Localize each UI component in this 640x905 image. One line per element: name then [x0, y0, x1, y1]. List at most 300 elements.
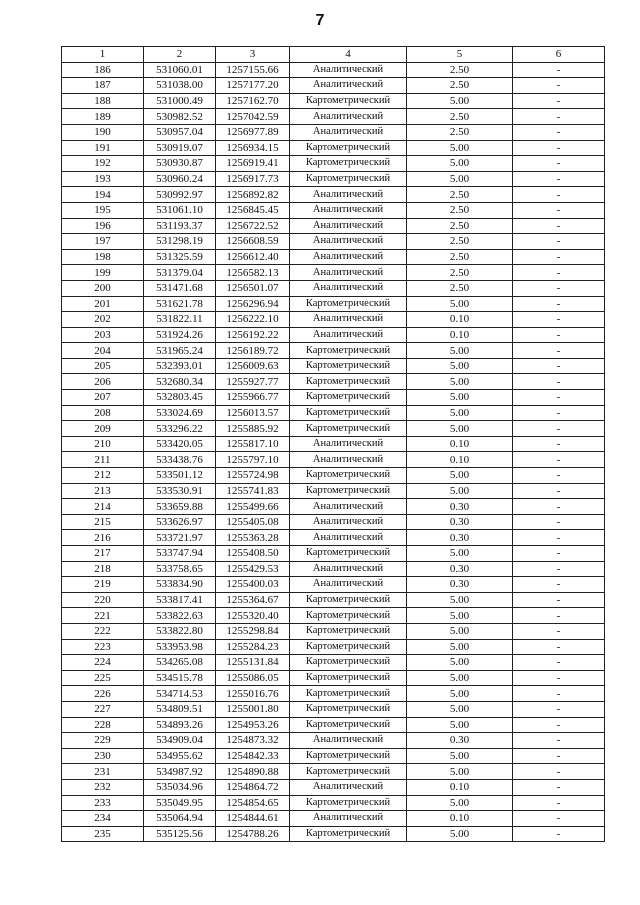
accuracy-cell: 5.00	[407, 764, 513, 780]
note-cell: -	[513, 234, 605, 250]
table-row	[62, 327, 605, 343]
point-number-cell: 206	[62, 374, 144, 390]
point-number-cell: 216	[62, 530, 144, 546]
note-cell: -	[513, 265, 605, 281]
note-cell: -	[513, 280, 605, 296]
note-cell: -	[513, 296, 605, 312]
x-coordinate-cell: 534893.26	[144, 717, 216, 733]
point-number-cell: 204	[62, 343, 144, 359]
method-cell: Картометрический	[290, 390, 407, 406]
point-number-cell: 202	[62, 312, 144, 328]
note-cell: -	[513, 608, 605, 624]
accuracy-cell: 5.00	[407, 390, 513, 406]
note-cell: -	[513, 140, 605, 156]
method-cell: Аналитический	[290, 530, 407, 546]
point-number-cell: 230	[62, 748, 144, 764]
note-cell: -	[513, 795, 605, 811]
accuracy-cell: 5.00	[407, 405, 513, 421]
y-coordinate-cell: 1255927.77	[216, 374, 290, 390]
point-number-cell: 221	[62, 608, 144, 624]
table-row	[62, 577, 605, 593]
point-number-cell: 186	[62, 62, 144, 78]
note-cell: -	[513, 202, 605, 218]
note-cell: -	[513, 358, 605, 374]
table-row	[62, 249, 605, 265]
table-row	[62, 748, 605, 764]
table-row	[62, 421, 605, 437]
point-number-cell: 192	[62, 156, 144, 172]
accuracy-cell: 5.00	[407, 608, 513, 624]
note-cell: -	[513, 514, 605, 530]
method-cell: Аналитический	[290, 779, 407, 795]
note-cell: -	[513, 62, 605, 78]
note-cell: -	[513, 343, 605, 359]
point-number-cell: 223	[62, 639, 144, 655]
point-number-cell: 194	[62, 187, 144, 203]
table-row	[62, 499, 605, 515]
y-coordinate-cell: 1256013.57	[216, 405, 290, 421]
table-row	[62, 374, 605, 390]
note-cell: -	[513, 530, 605, 546]
x-coordinate-cell: 530992.97	[144, 187, 216, 203]
note-cell: -	[513, 592, 605, 608]
note-cell: -	[513, 561, 605, 577]
x-coordinate-cell: 531038.00	[144, 78, 216, 94]
table-row	[62, 93, 605, 109]
note-cell: -	[513, 639, 605, 655]
table-row	[62, 561, 605, 577]
x-coordinate-cell: 534809.51	[144, 701, 216, 717]
table-row	[62, 639, 605, 655]
y-coordinate-cell: 1255298.84	[216, 623, 290, 639]
point-number-cell: 198	[62, 249, 144, 265]
note-cell: -	[513, 249, 605, 265]
table-row	[62, 623, 605, 639]
point-number-cell: 227	[62, 701, 144, 717]
x-coordinate-cell: 534987.92	[144, 764, 216, 780]
method-cell: Аналитический	[290, 109, 407, 125]
coordinates-table	[61, 46, 605, 842]
y-coordinate-cell: 1255405.08	[216, 514, 290, 530]
table-row	[62, 187, 605, 203]
method-cell: Картометрический	[290, 546, 407, 562]
y-coordinate-cell: 1255086.05	[216, 670, 290, 686]
point-number-cell: 226	[62, 686, 144, 702]
accuracy-cell: 0.10	[407, 327, 513, 343]
y-coordinate-cell: 1255966.77	[216, 390, 290, 406]
method-cell: Аналитический	[290, 265, 407, 281]
method-cell: Аналитический	[290, 514, 407, 530]
note-cell: -	[513, 764, 605, 780]
y-coordinate-cell: 1257155.66	[216, 62, 290, 78]
x-coordinate-cell: 534955.62	[144, 748, 216, 764]
method-cell: Картометрический	[290, 358, 407, 374]
table-row	[62, 436, 605, 452]
x-coordinate-cell: 533438.76	[144, 452, 216, 468]
method-cell: Аналитический	[290, 124, 407, 140]
point-number-cell: 222	[62, 623, 144, 639]
x-coordinate-cell: 533530.91	[144, 483, 216, 499]
y-coordinate-cell: 1256222.10	[216, 312, 290, 328]
accuracy-cell: 5.00	[407, 639, 513, 655]
point-number-cell: 220	[62, 592, 144, 608]
method-cell: Картометрический	[290, 717, 407, 733]
x-coordinate-cell: 533721.97	[144, 530, 216, 546]
point-number-cell: 208	[62, 405, 144, 421]
note-cell: -	[513, 577, 605, 593]
method-cell: Картометрический	[290, 608, 407, 624]
note-cell: -	[513, 93, 605, 109]
accuracy-cell: 0.30	[407, 577, 513, 593]
note-cell: -	[513, 109, 605, 125]
y-coordinate-cell: 1255400.03	[216, 577, 290, 593]
table-row	[62, 296, 605, 312]
method-cell: Картометрический	[290, 686, 407, 702]
point-number-cell: 207	[62, 390, 144, 406]
accuracy-cell: 2.50	[407, 78, 513, 94]
y-coordinate-cell: 1254844.61	[216, 811, 290, 827]
y-coordinate-cell: 1254873.32	[216, 733, 290, 749]
x-coordinate-cell: 531471.68	[144, 280, 216, 296]
page-number: 7	[315, 12, 325, 29]
note-cell: -	[513, 499, 605, 515]
note-cell: -	[513, 686, 605, 702]
point-number-cell: 231	[62, 764, 144, 780]
table-row	[62, 826, 605, 842]
accuracy-cell: 5.00	[407, 546, 513, 562]
table-row	[62, 358, 605, 374]
note-cell: -	[513, 390, 605, 406]
point-number-cell: 196	[62, 218, 144, 234]
x-coordinate-cell: 531379.04	[144, 265, 216, 281]
method-cell: Картометрический	[290, 343, 407, 359]
method-cell: Картометрический	[290, 764, 407, 780]
point-number-cell: 209	[62, 421, 144, 437]
accuracy-cell: 2.50	[407, 234, 513, 250]
accuracy-cell: 0.30	[407, 561, 513, 577]
method-cell: Картометрический	[290, 639, 407, 655]
note-cell: -	[513, 779, 605, 795]
y-coordinate-cell: 1255499.66	[216, 499, 290, 515]
note-cell: -	[513, 452, 605, 468]
note-cell: -	[513, 171, 605, 187]
x-coordinate-cell: 533296.22	[144, 421, 216, 437]
y-coordinate-cell: 1256189.72	[216, 343, 290, 359]
note-cell: -	[513, 156, 605, 172]
x-coordinate-cell: 534265.08	[144, 655, 216, 671]
x-coordinate-cell: 532803.45	[144, 390, 216, 406]
table-row	[62, 452, 605, 468]
x-coordinate-cell: 531621.78	[144, 296, 216, 312]
method-cell: Аналитический	[290, 249, 407, 265]
table-row	[62, 124, 605, 140]
note-cell: -	[513, 811, 605, 827]
table-row	[62, 265, 605, 281]
method-cell: Картометрический	[290, 374, 407, 390]
y-coordinate-cell: 1256917.73	[216, 171, 290, 187]
method-cell: Картометрический	[290, 670, 407, 686]
accuracy-cell: 0.10	[407, 452, 513, 468]
method-cell: Аналитический	[290, 561, 407, 577]
point-number-cell: 213	[62, 483, 144, 499]
accuracy-cell: 0.10	[407, 312, 513, 328]
y-coordinate-cell: 1257042.59	[216, 109, 290, 125]
x-coordinate-cell: 531965.24	[144, 343, 216, 359]
y-coordinate-cell: 1254854.65	[216, 795, 290, 811]
method-cell: Аналитический	[290, 218, 407, 234]
point-number-cell: 203	[62, 327, 144, 343]
table-row	[62, 62, 605, 78]
table-row	[62, 717, 605, 733]
table-row	[62, 390, 605, 406]
x-coordinate-cell: 532393.01	[144, 358, 216, 374]
x-coordinate-cell: 533659.88	[144, 499, 216, 515]
method-cell: Картометрический	[290, 405, 407, 421]
accuracy-cell: 2.50	[407, 109, 513, 125]
y-coordinate-cell: 1255817.10	[216, 436, 290, 452]
accuracy-cell: 5.00	[407, 468, 513, 484]
accuracy-cell: 5.00	[407, 717, 513, 733]
y-coordinate-cell: 1255284.23	[216, 639, 290, 655]
method-cell: Аналитический	[290, 327, 407, 343]
y-coordinate-cell: 1255797.10	[216, 452, 290, 468]
accuracy-cell: 0.30	[407, 530, 513, 546]
note-cell: -	[513, 655, 605, 671]
method-cell: Картометрический	[290, 468, 407, 484]
method-cell: Картометрический	[290, 140, 407, 156]
x-coordinate-cell: 533420.05	[144, 436, 216, 452]
method-cell: Картометрический	[290, 171, 407, 187]
accuracy-cell: 5.00	[407, 421, 513, 437]
point-number-cell: 212	[62, 468, 144, 484]
point-number-cell: 189	[62, 109, 144, 125]
table-row	[62, 655, 605, 671]
point-number-cell: 205	[62, 358, 144, 374]
y-coordinate-cell: 1257177.20	[216, 78, 290, 94]
accuracy-cell: 2.50	[407, 265, 513, 281]
point-number-cell: 200	[62, 280, 144, 296]
y-coordinate-cell: 1256934.15	[216, 140, 290, 156]
accuracy-cell: 2.50	[407, 124, 513, 140]
x-coordinate-cell: 530919.07	[144, 140, 216, 156]
x-coordinate-cell: 530930.87	[144, 156, 216, 172]
table-row	[62, 795, 605, 811]
method-cell: Картометрический	[290, 156, 407, 172]
table-row	[62, 312, 605, 328]
method-cell: Картометрический	[290, 296, 407, 312]
note-cell: -	[513, 124, 605, 140]
note-cell: -	[513, 78, 605, 94]
method-cell: Аналитический	[290, 62, 407, 78]
accuracy-cell: 5.00	[407, 655, 513, 671]
y-coordinate-cell: 1254890.88	[216, 764, 290, 780]
x-coordinate-cell: 531000.49	[144, 93, 216, 109]
method-cell: Картометрический	[290, 623, 407, 639]
y-coordinate-cell: 1255741.83	[216, 483, 290, 499]
column-header-4: 4	[290, 47, 407, 63]
method-cell: Картометрический	[290, 592, 407, 608]
accuracy-cell: 0.30	[407, 499, 513, 515]
point-number-cell: 190	[62, 124, 144, 140]
table-row	[62, 280, 605, 296]
table-row	[62, 140, 605, 156]
method-cell: Картометрический	[290, 826, 407, 842]
note-cell: -	[513, 468, 605, 484]
note-cell: -	[513, 623, 605, 639]
y-coordinate-cell: 1256501.07	[216, 280, 290, 296]
x-coordinate-cell: 530957.04	[144, 124, 216, 140]
point-number-cell: 193	[62, 171, 144, 187]
point-number-cell: 232	[62, 779, 144, 795]
point-number-cell: 211	[62, 452, 144, 468]
table-row	[62, 109, 605, 125]
y-coordinate-cell: 1256582.13	[216, 265, 290, 281]
accuracy-cell: 5.00	[407, 93, 513, 109]
table-body	[62, 62, 605, 842]
x-coordinate-cell: 530960.24	[144, 171, 216, 187]
table-row	[62, 811, 605, 827]
table-row	[62, 514, 605, 530]
y-coordinate-cell: 1255885.92	[216, 421, 290, 437]
method-cell: Аналитический	[290, 577, 407, 593]
accuracy-cell: 5.00	[407, 623, 513, 639]
method-cell: Аналитический	[290, 733, 407, 749]
point-number-cell: 195	[62, 202, 144, 218]
y-coordinate-cell: 1255363.28	[216, 530, 290, 546]
y-coordinate-cell: 1255320.40	[216, 608, 290, 624]
method-cell: Картометрический	[290, 655, 407, 671]
table-row	[62, 218, 605, 234]
accuracy-cell: 5.00	[407, 826, 513, 842]
table-row	[62, 468, 605, 484]
method-cell: Аналитический	[290, 312, 407, 328]
point-number-cell: 235	[62, 826, 144, 842]
y-coordinate-cell: 1254953.26	[216, 717, 290, 733]
column-header-3: 3	[216, 47, 290, 63]
x-coordinate-cell: 531822.11	[144, 312, 216, 328]
column-header-2: 2	[144, 47, 216, 63]
accuracy-cell: 5.00	[407, 343, 513, 359]
accuracy-cell: 5.00	[407, 483, 513, 499]
accuracy-cell: 5.00	[407, 795, 513, 811]
x-coordinate-cell: 533501.12	[144, 468, 216, 484]
x-coordinate-cell: 534714.53	[144, 686, 216, 702]
y-coordinate-cell: 1256845.45	[216, 202, 290, 218]
table-row	[62, 78, 605, 94]
method-cell: Картометрический	[290, 701, 407, 717]
note-cell: -	[513, 436, 605, 452]
note-cell: -	[513, 405, 605, 421]
x-coordinate-cell: 530982.52	[144, 109, 216, 125]
point-number-cell: 215	[62, 514, 144, 530]
method-cell: Аналитический	[290, 234, 407, 250]
x-coordinate-cell: 533953.98	[144, 639, 216, 655]
x-coordinate-cell: 531193.37	[144, 218, 216, 234]
point-number-cell: 187	[62, 78, 144, 94]
point-number-cell: 217	[62, 546, 144, 562]
accuracy-cell: 2.50	[407, 249, 513, 265]
note-cell: -	[513, 733, 605, 749]
point-number-cell: 218	[62, 561, 144, 577]
y-coordinate-cell: 1255724.98	[216, 468, 290, 484]
accuracy-cell: 5.00	[407, 592, 513, 608]
accuracy-cell: 2.50	[407, 62, 513, 78]
y-coordinate-cell: 1256977.89	[216, 124, 290, 140]
point-number-cell: 229	[62, 733, 144, 749]
note-cell: -	[513, 483, 605, 499]
table-row	[62, 686, 605, 702]
y-coordinate-cell: 1255016.76	[216, 686, 290, 702]
y-coordinate-cell: 1256892.82	[216, 187, 290, 203]
x-coordinate-cell: 535049.95	[144, 795, 216, 811]
accuracy-cell: 5.00	[407, 156, 513, 172]
accuracy-cell: 5.00	[407, 296, 513, 312]
column-header-6: 6	[513, 47, 605, 63]
accuracy-cell: 5.00	[407, 748, 513, 764]
x-coordinate-cell: 535034.96	[144, 779, 216, 795]
column-header-5: 5	[407, 47, 513, 63]
accuracy-cell: 5.00	[407, 358, 513, 374]
accuracy-cell: 2.50	[407, 280, 513, 296]
point-number-cell: 219	[62, 577, 144, 593]
y-coordinate-cell: 1255364.67	[216, 592, 290, 608]
accuracy-cell: 5.00	[407, 171, 513, 187]
y-coordinate-cell: 1255131.84	[216, 655, 290, 671]
accuracy-cell: 2.50	[407, 218, 513, 234]
accuracy-cell: 5.00	[407, 374, 513, 390]
y-coordinate-cell: 1256612.40	[216, 249, 290, 265]
note-cell: -	[513, 312, 605, 328]
point-number-cell: 191	[62, 140, 144, 156]
y-coordinate-cell: 1257162.70	[216, 93, 290, 109]
y-coordinate-cell: 1254842.33	[216, 748, 290, 764]
x-coordinate-cell: 531325.59	[144, 249, 216, 265]
accuracy-cell: 5.00	[407, 140, 513, 156]
x-coordinate-cell: 531060.01	[144, 62, 216, 78]
table-row	[62, 701, 605, 717]
accuracy-cell: 2.50	[407, 187, 513, 203]
x-coordinate-cell: 535064.94	[144, 811, 216, 827]
table-row	[62, 733, 605, 749]
point-number-cell: 201	[62, 296, 144, 312]
table-row	[62, 234, 605, 250]
method-cell: Картометрический	[290, 795, 407, 811]
note-cell: -	[513, 421, 605, 437]
x-coordinate-cell: 533822.80	[144, 623, 216, 639]
point-number-cell: 210	[62, 436, 144, 452]
accuracy-cell: 0.30	[407, 733, 513, 749]
point-number-cell: 224	[62, 655, 144, 671]
point-number-cell: 234	[62, 811, 144, 827]
x-coordinate-cell: 532680.34	[144, 374, 216, 390]
x-coordinate-cell: 534515.78	[144, 670, 216, 686]
x-coordinate-cell: 533822.63	[144, 608, 216, 624]
y-coordinate-cell: 1255408.50	[216, 546, 290, 562]
note-cell: -	[513, 327, 605, 343]
note-cell: -	[513, 187, 605, 203]
method-cell: Аналитический	[290, 78, 407, 94]
point-number-cell: 228	[62, 717, 144, 733]
accuracy-cell: 0.10	[407, 436, 513, 452]
method-cell: Картометрический	[290, 93, 407, 109]
method-cell: Аналитический	[290, 499, 407, 515]
x-coordinate-cell: 531924.26	[144, 327, 216, 343]
y-coordinate-cell: 1256296.94	[216, 296, 290, 312]
table-row	[62, 483, 605, 499]
y-coordinate-cell: 1256608.59	[216, 234, 290, 250]
y-coordinate-cell: 1256919.41	[216, 156, 290, 172]
point-number-cell: 199	[62, 265, 144, 281]
